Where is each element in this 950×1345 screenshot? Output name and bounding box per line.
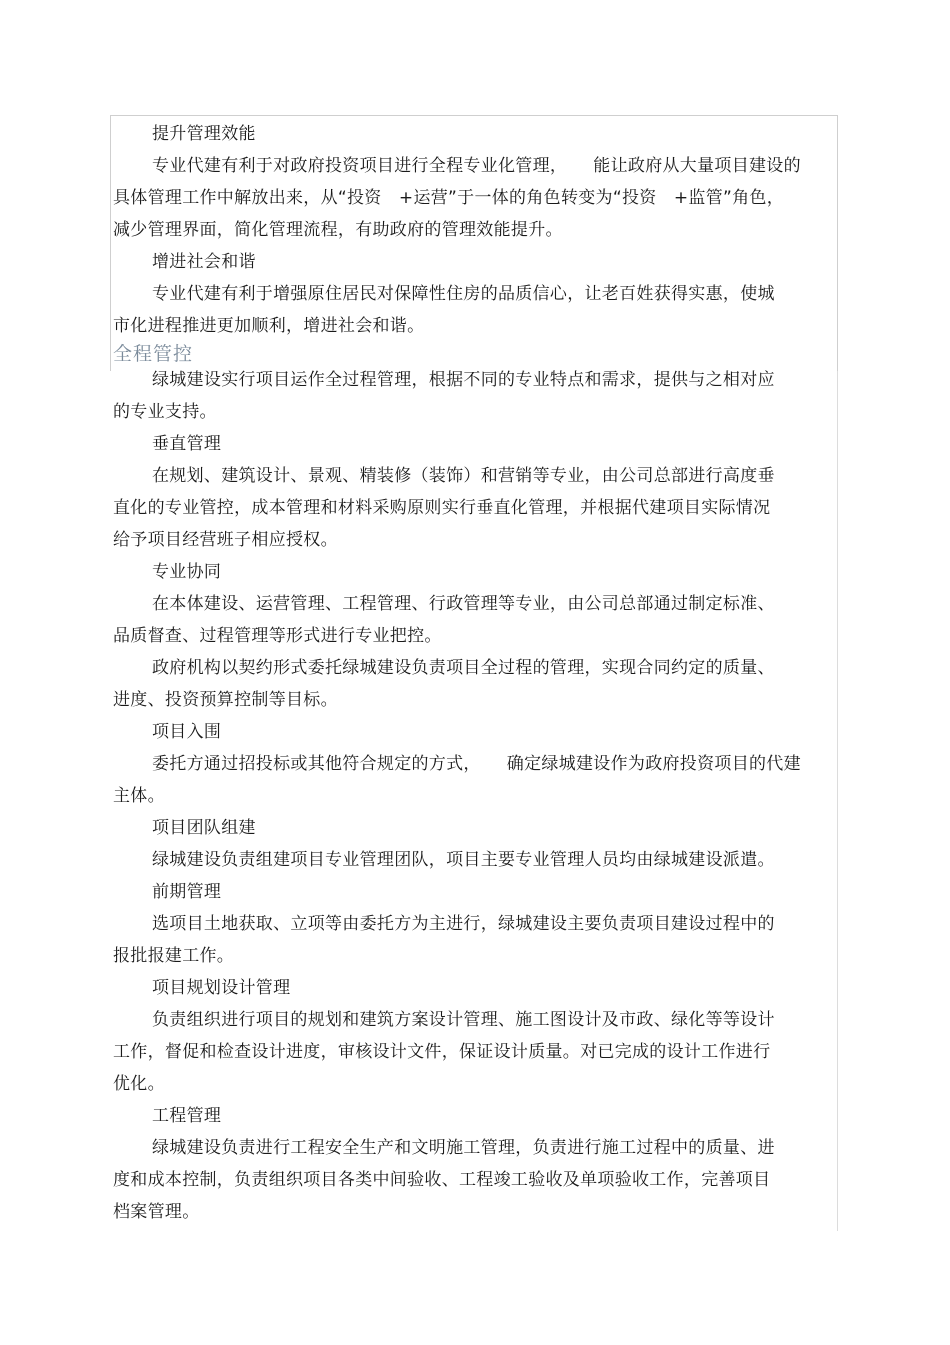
text-line: 度和成本控制，负责组织项目各类中间验收、工程竣工验收及单项验收工作，完善项目 <box>113 1170 771 1190</box>
text-line: 工程管理 <box>152 1106 222 1126</box>
text-line: 具体管理工作中解放出来，从“投资 +运营”于一体的角色转变为“投资 +监管”角色， <box>113 188 785 208</box>
text-line: 报批报建工作。 <box>113 946 235 966</box>
text-line: 选项目土地获取、立项等由委托方为主进行，绿城建设主要负责项目建设过程中的 <box>152 914 775 934</box>
text-line: 给予项目经营班子相应授权。 <box>113 530 338 550</box>
text-line: 专业代建有利于增强原住居民对保障性住房的品质信心，让老百姓获得实惠，使城 <box>152 284 775 304</box>
text-line: 专业协同 <box>152 562 222 582</box>
text-line: 项目团队组建 <box>152 818 256 838</box>
right-border-line <box>837 371 838 1231</box>
text-line: 前期管理 <box>152 882 222 902</box>
text-line: 在规划、建筑设计、景观、精装修（装饰）和营销等专业，由公司总部进行高度垂 <box>152 466 775 486</box>
text-line: 绿城建设负责进行工程安全生产和文明施工管理，负责进行施工过程中的质量、进 <box>152 1138 775 1158</box>
text-line: 主体。 <box>113 786 165 806</box>
text-line: 提升管理效能 <box>152 124 256 144</box>
text-line: 政府机构以契约形式委托绿城建设负责项目全过程的管理，实现合同约定的质量、 <box>152 658 775 678</box>
text-line: 垂直管理 <box>152 434 222 454</box>
text-line: 的专业支持。 <box>113 402 217 422</box>
section-heading: 全程管控 <box>113 343 194 365</box>
document-body <box>113 118 833 1228</box>
text-line: 市化进程推进更加顺利，增进社会和谐。 <box>113 316 425 336</box>
text-line: 品质督查、过程管理等形式进行专业把控。 <box>113 626 442 646</box>
text-line: 项目入围 <box>152 722 222 742</box>
text-line: 项目规划设计管理 <box>152 978 291 998</box>
text-line: 档案管理。 <box>113 1202 200 1222</box>
text-line: 在本体建设、运营管理、工程管理、行政管理等专业，由公司总部通过制定标准、 <box>152 594 775 614</box>
benefits-paragraphs <box>113 118 833 342</box>
text-line: 优化。 <box>113 1074 165 1094</box>
text-line: 进度、投资预算控制等目标。 <box>113 690 338 710</box>
text-line: 专业代建有利于对政府投资项目进行全程专业化管理， 能让政府从大量项目建设的 <box>152 156 801 176</box>
text-line: 减少管理界面，简化管理流程，有助政府的管理效能提升。 <box>113 220 563 240</box>
text-line: 增进社会和谐 <box>152 252 256 272</box>
text-line: 负责组织进行项目的规划和建筑方案设计管理、施工图设计及市政、绿化等等设计 <box>152 1010 775 1030</box>
text-line: 绿城建设负责组建项目专业管理团队，项目主要专业管理人员均由绿城建设派遣。 <box>152 850 775 870</box>
process-control-paragraphs <box>113 364 833 1228</box>
text-line: 委托方通过招投标或其他符合规定的方式， 确定绿城建设作为政府投资项目的代建 <box>152 754 801 774</box>
text-line: 工作，督促和检查设计进度，审核设计文件，保证设计质量。对已完成的设计工作进行 <box>113 1042 771 1062</box>
text-line: 绿城建设实行项目运作全过程管理，根据不同的专业特点和需求，提供与之相对应 <box>152 370 775 390</box>
text-line: 直化的专业管控，成本管理和材料采购原则实行垂直化管理，并根据代建项目实际情况 <box>113 498 771 518</box>
